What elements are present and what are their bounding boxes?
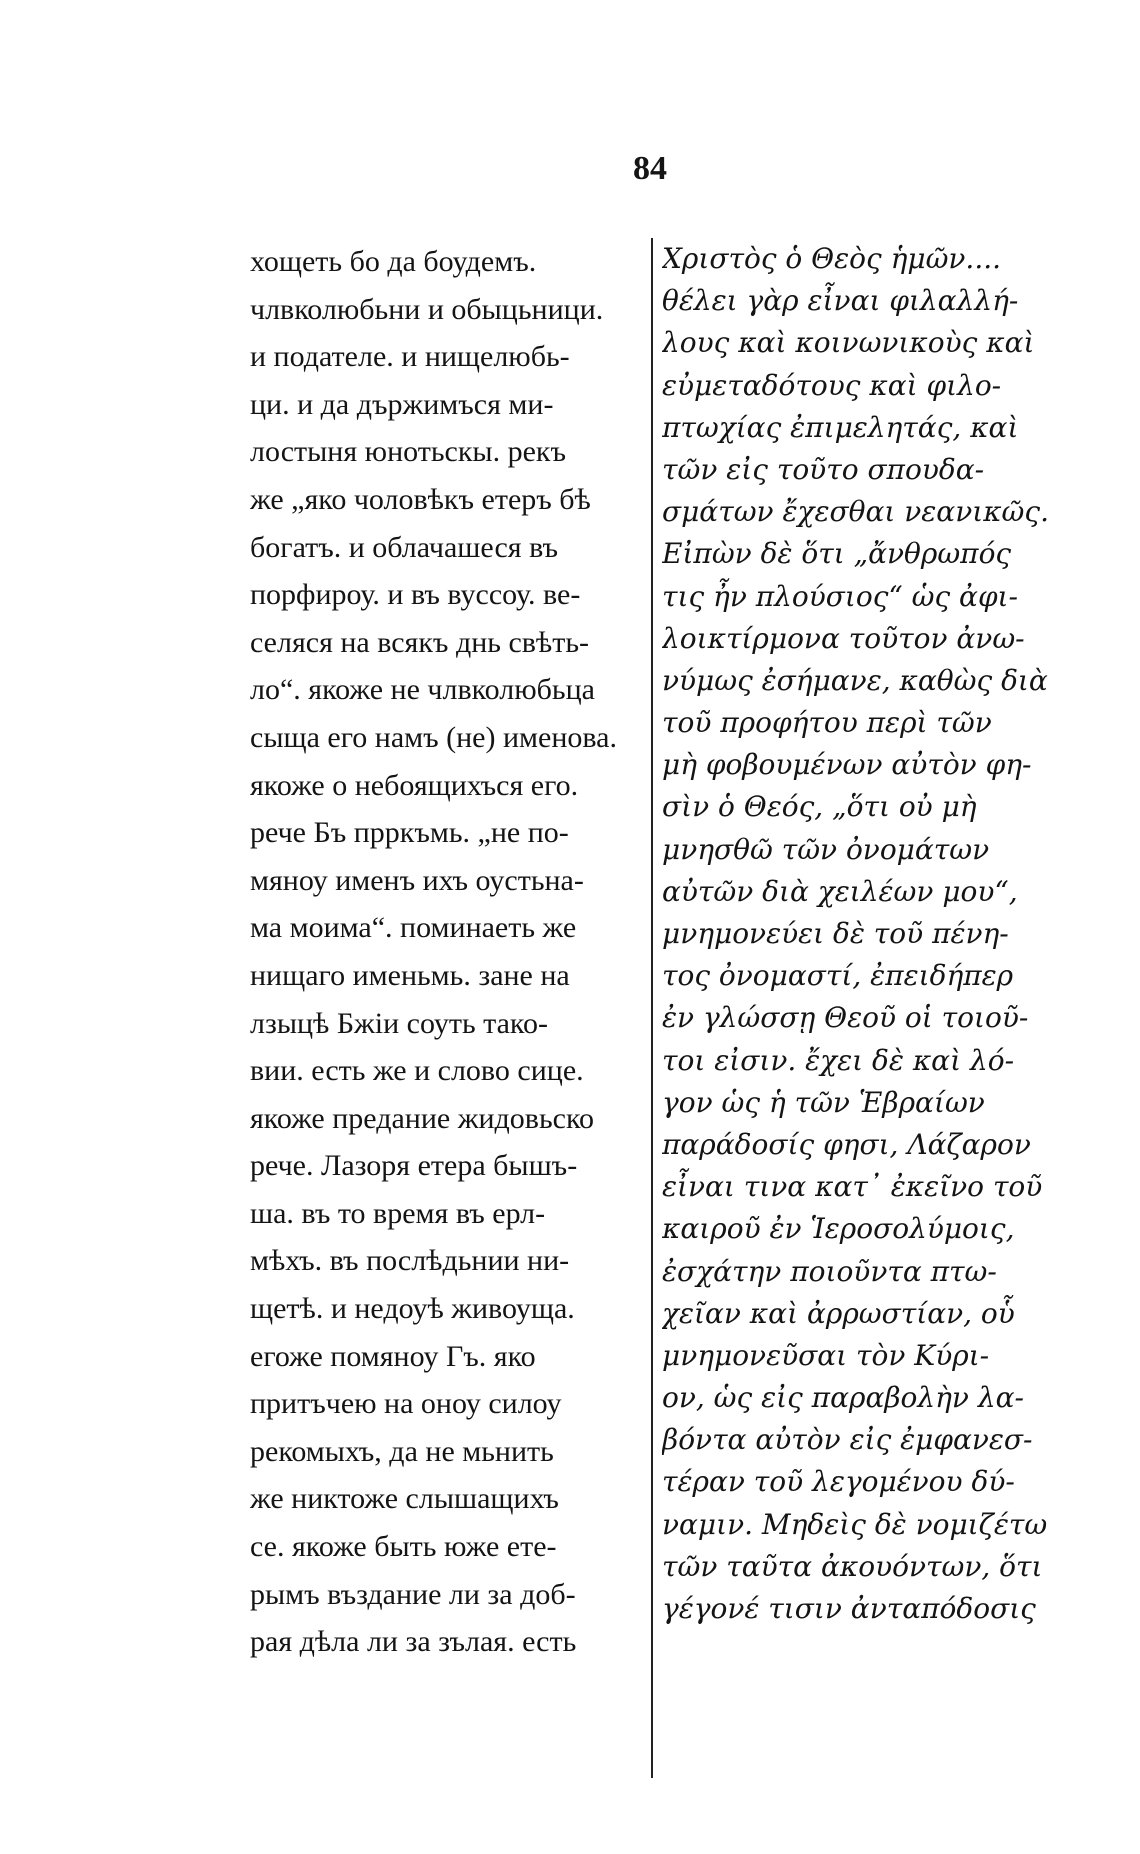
text-line: τέραν τοῦ λεγομένου δύ-	[662, 1465, 1015, 1499]
text-line: ша. въ то время въ ерл-	[250, 1196, 546, 1230]
text-line: τῶν ταῦτα ἀκουόντων, ὅτι	[662, 1549, 1043, 1583]
text-line: се. якоже быть юже ете-	[250, 1530, 557, 1564]
text-line: селяся на всякъ днь свѣть-	[250, 625, 589, 659]
text-line: μνημονεῦσαι τὸν Κύρι-	[662, 1338, 990, 1372]
text-line: нищаго именьмь. зане на	[250, 958, 570, 992]
text-line: τοῦ προφήτου περὶ τῶν	[662, 706, 992, 740]
text-line: καιροῦ ἐν Ἱεροσολύμοις,	[662, 1212, 1015, 1246]
text-line: члвколюбьни и обыцьници.	[250, 292, 604, 326]
text-line: вии. есть же и слово сице.	[250, 1054, 584, 1088]
text-line: и подателе. и нищелюбь-	[250, 340, 570, 374]
text-line: притъчею на оноу силоу	[250, 1387, 562, 1421]
text-line: τος ὀνομαστί, ἐπειδήπερ	[662, 959, 1014, 993]
text-line: πτωχίας ἐπιμελητάς, καὶ	[662, 410, 1019, 444]
text-line: γέγονέ τισιν ἀνταπόδοσις	[662, 1592, 1036, 1625]
text-line: παράδοσίς φησι, Λάζαρον	[662, 1127, 1031, 1161]
text-line: ма моима“. поминаеть же	[250, 911, 577, 945]
text-line: рымъ въздание ли за доб-	[250, 1577, 576, 1611]
text-line: порфироу. и въ вуссоу. ве-	[250, 578, 581, 612]
text-line: сыща его намъ (не) именова.	[250, 720, 617, 754]
text-line: νύμως ἐσήμανε, καθὼς διὰ	[662, 663, 1048, 697]
text-line: Χριστὸς ὁ Θεὸς ἡμῶν....	[662, 242, 1002, 275]
text-line: ἐν γλώσσῃ Θεοῦ οἱ τοιοῦ-	[662, 1001, 1029, 1035]
text-line: рече. Лазоря етера бышъ-	[250, 1149, 578, 1183]
text-line: τῶν εἰς τοῦτο σπουδα-	[662, 452, 985, 486]
text-line: ον, ὡς εἰς παραβολὴν λα-	[662, 1381, 1024, 1415]
text-line: τις ἦν πλούσιος“ ὡς ἀφι-	[662, 579, 1018, 613]
text-line: σὶν ὁ Θεός, „ὅτι οὐ μὴ	[662, 790, 977, 824]
text-line: егоже помяноу Гъ. яко	[250, 1339, 536, 1373]
page-number: 84	[633, 150, 667, 187]
text-line: якоже о небоящихъся его.	[250, 768, 579, 802]
text-line: εὐμεταδότους καὶ φιλο-	[662, 368, 1002, 402]
text-line: εἶναι τινα κατ᾽ ἐκεῖνο τοῦ	[662, 1170, 1043, 1204]
text-line: же „яко чоловѣкъ етеръ бѣ	[250, 482, 591, 516]
text-line: ναμιν. Μηδεὶς δὲ νομιζέτω	[662, 1507, 1048, 1541]
column-divider	[651, 238, 653, 1778]
text-line: τοι εἰσιν. ἔχει δὲ καὶ λό-	[662, 1043, 1015, 1077]
text-line: Εἰπὼν δὲ ὅτι „ἄνθρωπός	[662, 537, 1012, 571]
left-column-church-slavonic	[250, 238, 640, 1666]
text-line: λοικτίρμονα τοῦτον ἀνω-	[662, 621, 1025, 655]
text-line: ци. и да държимъся ми-	[250, 387, 554, 421]
text-line: лостыня юнотьскы. рекъ	[250, 435, 566, 469]
text-line: σμάτων ἔχεσθαι νεανικῶς.	[662, 495, 1049, 529]
text-line: же никтоже слышащихъ	[250, 1482, 559, 1516]
text-line: θέλει γὰρ εἶναι φιλαλλή-	[662, 284, 1019, 318]
text-line: хощеть бо да боудемъ.	[250, 245, 537, 278]
text-line: лзыцѣ Бжiи соуть тако-	[250, 1006, 548, 1040]
text-line: χεῖαν καὶ ἀρρωστίαν, οὗ	[662, 1296, 1015, 1330]
text-line: λους καὶ κοινωνικοὺς καὶ	[662, 326, 1035, 360]
text-line: щетѣ. и недоуѣ живоуща.	[250, 1292, 575, 1326]
text-line: βόντα αὐτὸν εἰς ἐμφανεσ-	[662, 1423, 1033, 1457]
text-line: μνημονεύει δὲ τοῦ πένη-	[662, 917, 1009, 950]
text-line: богатъ. и облачашеся въ	[250, 530, 558, 564]
text-line: αὐτῶν διὰ χειλέων μου“,	[662, 874, 1018, 908]
text-line: рече Бъ прркъмь. „не по-	[250, 816, 569, 850]
text-line: рая дѣла ли за зълая. есть	[250, 1625, 577, 1659]
text-line: μνησθῶ τῶν ὀνομάτων	[662, 832, 990, 866]
text-line: ло“. якоже не члвколюбьца	[250, 673, 595, 707]
text-line: якоже предание жидовьско	[250, 1101, 594, 1135]
right-column-greek	[662, 238, 1082, 1630]
text-line: ἐσχάτην ποιοῦντα πτω-	[662, 1254, 997, 1288]
text-line: мѣхъ. въ послѣдьнии ни-	[250, 1244, 570, 1278]
text-line: рекомыхъ, да не мьнить	[250, 1434, 554, 1468]
text-line: γον ὡς ἡ τῶν Ἑβραίων	[662, 1085, 985, 1119]
text-line: мяноу именъ ихъ оустьна-	[250, 863, 584, 897]
text-line: μὴ φοβουμένων αὐτὸν φη-	[662, 748, 1032, 782]
